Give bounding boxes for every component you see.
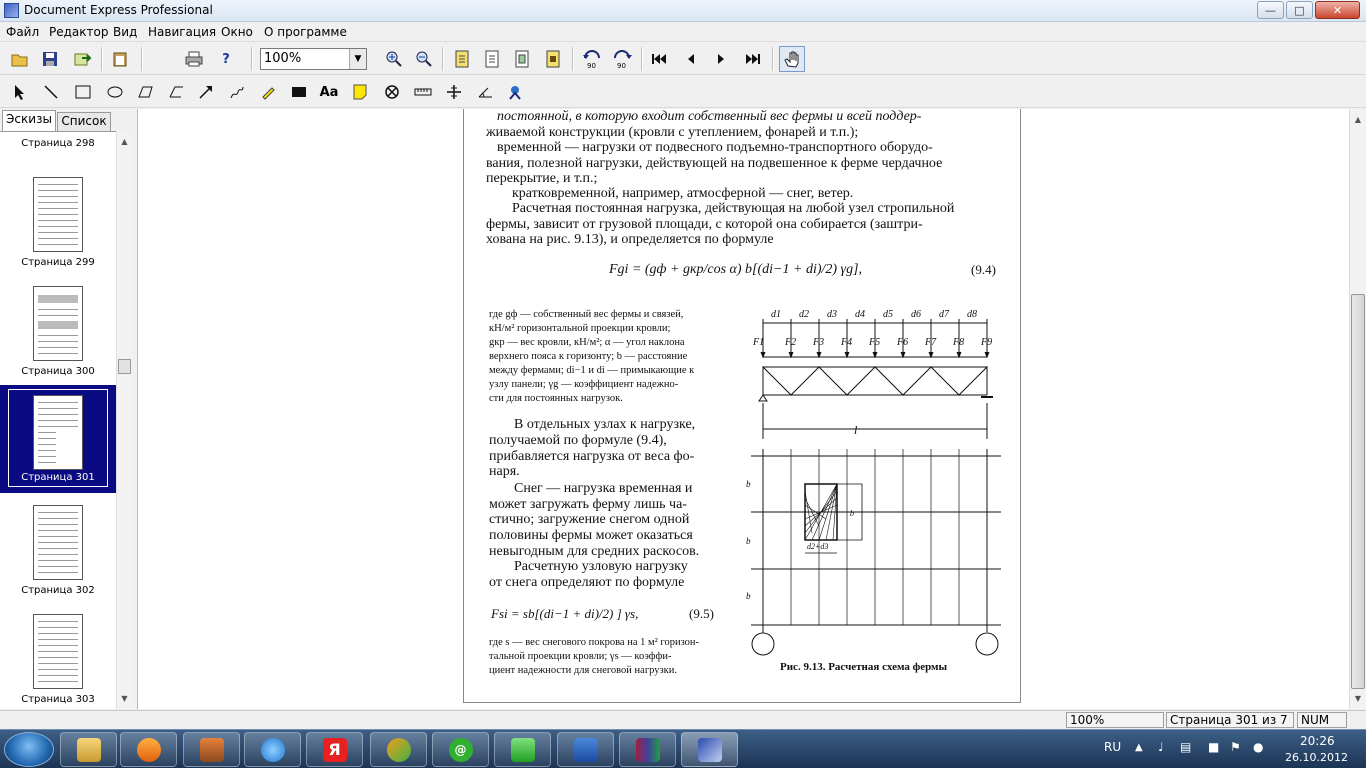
thumbnail-scrollbar[interactable] [116,131,132,709]
thumbnail-page-298[interactable] [0,131,116,152]
taskbar-media-player[interactable] [120,732,177,767]
speaker-icon[interactable]: ♩ [1158,740,1164,754]
highlighter-icon[interactable] [257,81,279,103]
text-line: между фермами; di−1 и di — примыкающие к [489,365,695,376]
taskbar-winrar[interactable] [619,732,676,767]
text-line: живаемой конструкции (кровли с утеплением, фонарей и т.п.); [486,125,859,140]
text-line: временной — нагрузки от подвесного подъемно-транспортного оборудо- [497,140,933,155]
yandex-icon: Я [323,738,347,762]
panel-length-label: d2 [799,309,809,320]
load-label: F8 [953,337,965,348]
thumbnail-page-301[interactable] [0,385,116,493]
ellipse-tool-icon[interactable] [104,81,126,103]
text-line: кратковременной, например, атмосферной — снег, ветер. [512,186,854,201]
text-tool-icon[interactable]: Aa [319,84,339,100]
help-icon[interactable]: ? [222,51,230,67]
thumbnail-page-302[interactable] [0,503,116,611]
load-arrowhead [901,352,905,357]
print-icon[interactable] [183,48,205,70]
start-button[interactable] [4,732,54,767]
word-icon [574,738,598,762]
app-icon [511,738,535,762]
panel-length-label: d8 [967,309,977,320]
menu-file[interactable]: Файл [6,25,40,39]
control-panel-icon [200,738,224,762]
text-line: невыгодным для средних раскосов. [489,544,700,559]
save-icon[interactable] [39,48,61,70]
area-label: d2+d3 [807,542,829,551]
b-label: b [746,536,751,546]
panel-length-label: d5 [883,309,893,320]
formula-9-5-number: (9.5) [689,606,714,621]
load-label: F1 [753,337,765,348]
scrollbar-thumb[interactable] [1351,294,1365,689]
thumbnail-label: Страница 299 [21,257,95,268]
taskbar-mail-agent[interactable] [432,732,489,767]
load-label: F5 [869,337,881,348]
span-label: l [854,423,858,437]
zoom-out-icon[interactable] [413,48,435,70]
load-label: F7 [925,337,937,348]
first-page-icon[interactable] [648,48,670,70]
network-icon[interactable]: ▤ [1180,740,1192,754]
text-line: хована на рис. 9.13), и определяется по формуле [486,232,774,247]
thumbnail-label: Страница 302 [21,585,95,596]
text-line: узлу панели; γg — коэффициент надежно- [489,379,679,390]
text-line: половины фермы может оказаться [489,528,693,543]
zoom-in-icon[interactable] [383,48,405,70]
menu-edit[interactable]: Редактор [49,25,109,39]
arrow-tool-icon[interactable] [195,81,217,103]
text-line: получаемой по формуле (9.4), [489,433,667,448]
media-player-icon [137,738,161,762]
text-line: Расчетную узловую нагрузку [514,559,688,574]
text-line: В отдельных узлах к нагрузке, [514,417,696,432]
taskbar-word[interactable] [557,732,614,767]
taskbar [0,729,1366,768]
thumbnail-page-303[interactable] [0,612,116,709]
text-line: наря. [489,464,520,479]
ruler-icon[interactable] [412,81,434,103]
freehand-pen-icon[interactable] [226,81,248,103]
folder-icon [77,738,101,762]
select-arrow-icon[interactable] [9,81,31,103]
menu-about[interactable]: О программе [264,25,347,39]
chevron-up-icon[interactable]: ▲ [1135,742,1143,753]
text-line: вания, полезной нагрузки, действующей на подвешенное к ферме чердачное [486,156,943,171]
text-line: может загружать ферму лишь ча- [489,497,687,512]
text-line: Расчетная постоянная нагрузка, действующая на любой узел стропильной [512,201,955,216]
formula-9-4-number: (9.4) [971,262,996,277]
thumbnail-label: Страница 300 [21,366,95,377]
thumbnail-page-300[interactable] [0,284,116,392]
text-line: постоянной, в которую входит собственный вес фермы и всей поддер- [497,109,922,124]
document-express-icon [698,738,722,762]
text-line: Снег — нагрузка временная и [514,481,693,496]
load-arrowhead [873,352,877,357]
taskbar-document-express[interactable] [681,732,738,767]
text-line: gкр — вес кровли, кН/м²; α — угол наклона [489,337,685,348]
main-toolbar [0,43,1366,75]
flag-icon[interactable]: ⚑ [1230,740,1241,754]
status-bar [0,710,1366,729]
load-label: F6 [897,337,909,348]
text-line: перекрытие, и т.п.; [486,171,598,186]
winrar-icon [636,738,660,762]
taskbar-yandex[interactable] [306,732,363,767]
svg-text:90: 90 [587,62,596,70]
open-icon[interactable] [9,48,31,70]
load-label: F3 [813,337,825,348]
panel-length-label: d4 [855,309,865,320]
text-line: где s — вес снегового покрова на 1 м² горизон- [489,637,700,648]
taskbar-internet-explorer[interactable] [244,732,301,767]
text-line: стично; загружение снегом одной [489,512,690,527]
fit-width-icon[interactable] [481,48,503,70]
text-line: сти для постоянных нагрузок. [489,393,623,404]
menu-bar [0,22,1366,42]
internet-explorer-icon [261,738,285,762]
clipboard-icon[interactable] [109,48,131,70]
actual-size-icon[interactable] [511,48,533,70]
calibrate-icon[interactable] [504,81,526,103]
text-line: прибавляется нагрузка от веса фо- [489,449,695,464]
tray-icon[interactable]: ■ [1208,740,1220,754]
maximize-button[interactable]: □ [1286,1,1313,19]
zoom-select[interactable] [260,48,367,70]
figure-caption: Рис. 9.13. Расчетная схема фермы [780,661,948,673]
b-label: b [746,479,751,489]
text-line: где gф — собственный вес фермы и связей, [489,309,684,320]
load-arrowhead [957,352,961,357]
text-line: кН/м² горизонтальной проекции кровли; [489,323,671,334]
load-label: F9 [981,337,993,348]
status-zoom: 100% [1066,712,1164,728]
load-arrowhead [985,352,989,357]
panel-length-label: d1 [771,309,781,320]
scroll-up-icon[interactable]: ▲ [121,137,128,146]
panel-length-label: d7 [939,309,949,320]
text-line: верхнего пояса к горизонту; b — расстояние [489,351,688,362]
document-page [463,109,1021,703]
text-line: от снега определяют по формуле [489,575,685,590]
thumbnail-page-299[interactable] [0,175,116,283]
two-page-icon[interactable] [542,48,564,70]
load-arrowhead [789,352,793,357]
window-title: Document Express Professional [24,3,213,17]
thumbnail-label: Страница 301 [21,472,95,483]
load-arrowhead [817,352,821,357]
thumbnail-list [0,131,116,709]
menu-view[interactable]: Вид [113,25,138,39]
chevron-down-icon[interactable]: ▼ [349,49,366,69]
menu-navigation[interactable]: Навигация [148,25,217,39]
thumbnail-panel [0,109,138,709]
panel-length-label: d6 [911,309,921,320]
svg-text:90: 90 [617,62,626,70]
minimize-button[interactable]: — [1257,1,1284,19]
angle-tool-icon[interactable] [474,81,496,103]
taskbar-app[interactable] [494,732,551,767]
app-icon [4,3,19,18]
b-label: b [850,509,854,518]
title-bar [0,0,1366,22]
polygon-tool-icon[interactable] [134,81,156,103]
annotation-toolbar [0,76,1366,108]
language-indicator[interactable]: RU [1104,740,1122,754]
tab-thumbnails[interactable]: Эскизы [2,110,56,131]
thumbnail-label: Страница 303 [21,694,95,705]
b-label: b [746,591,751,601]
tab-list[interactable]: Список [57,112,111,131]
close-button[interactable]: ✕ [1315,1,1360,19]
filled-rectangle-icon[interactable] [288,81,310,103]
formula-9-4: Fgi = (gф + gкр/cos α) b[(di−1 + di)/2) γg], [609,262,863,277]
crosshair-icon[interactable] [443,81,465,103]
next-page-icon[interactable] [710,48,732,70]
clock-time[interactable]: 20:26 [1300,734,1335,748]
formula-9-5: Fsi = sb[(di−1 + di)/2) ] γs, [491,606,639,621]
hand-tool-icon[interactable] [779,46,805,72]
taskbar-explorer[interactable] [60,732,117,767]
taskbar-app[interactable] [370,732,427,767]
rotate-left-icon[interactable] [580,48,604,70]
load-label: F2 [785,337,797,348]
truss-diagram [726,299,1006,679]
export-icon[interactable] [72,48,94,70]
scroll-down-icon[interactable]: ▼ [121,694,128,703]
rotate-right-icon[interactable] [610,48,634,70]
last-page-icon[interactable] [742,48,764,70]
line-tool-icon[interactable] [40,81,62,103]
previous-page-icon[interactable] [680,48,702,70]
load-label: F4 [841,337,853,348]
scrollbar-thumb[interactable] [118,359,131,374]
scroll-down-icon[interactable]: ▼ [1354,694,1362,703]
fit-page-icon[interactable] [451,48,473,70]
rectangle-tool-icon[interactable] [72,81,94,103]
taskbar-control-panel[interactable] [183,732,240,767]
thumbnail-label: Страница 298 [21,138,95,149]
sticky-note-icon[interactable] [349,81,371,103]
text-line: тальной проекции кровли; γs — коэффи- [489,651,672,662]
polyline-tool-icon[interactable] [165,81,187,103]
status-num: NUM [1297,712,1347,728]
clock-date[interactable]: 26.10.2012 [1285,751,1348,764]
menu-window[interactable]: Окно [221,25,253,39]
zoom-select-value: 100% [264,51,302,66]
mail-agent-icon: @ [449,738,473,762]
stamp-icon[interactable] [381,81,403,103]
text-line: циент надежности для снеговой нагрузки. [489,665,677,676]
document-scrollbar[interactable] [1349,109,1366,709]
text-line: фермы, зависит от грузовой площади, с которой она собирается (заштри- [486,217,923,232]
load-arrowhead [845,352,849,357]
status-page: Страница 301 из 7 [1166,712,1294,728]
panel-length-label: d3 [827,309,837,320]
app-icon [387,738,411,762]
document-viewer[interactable] [138,109,1349,709]
load-arrowhead [929,352,933,357]
tray-app-icon[interactable]: ● [1253,740,1264,754]
load-arrowhead [761,352,765,357]
scroll-up-icon[interactable]: ▲ [1354,115,1362,124]
